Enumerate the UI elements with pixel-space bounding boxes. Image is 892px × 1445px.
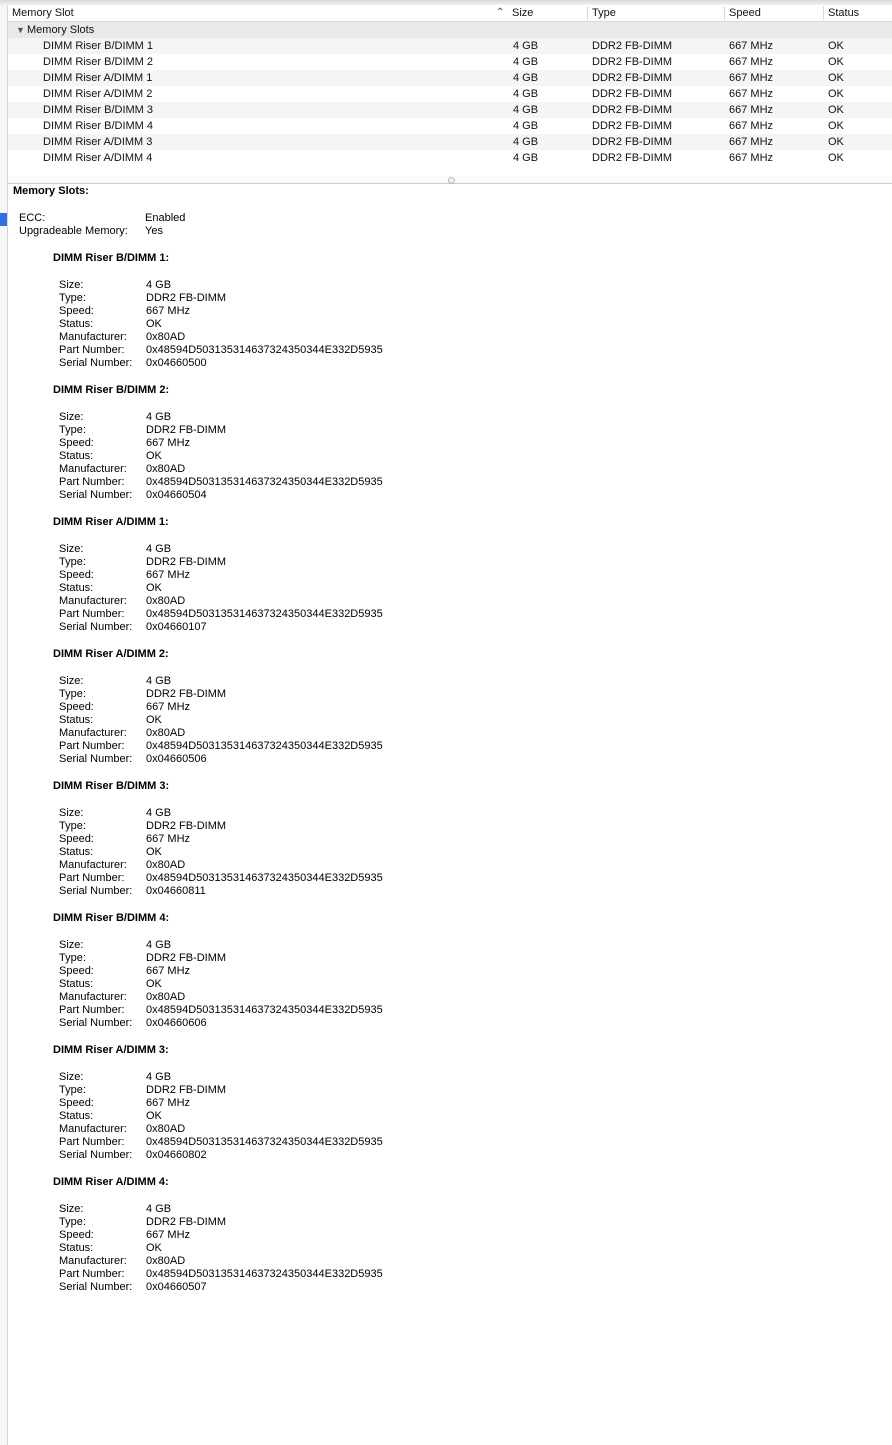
field-value: 667 MHz — [146, 701, 191, 713]
field-label: Status: — [59, 318, 94, 330]
upgradeable-memory-label: Upgradeable Memory: — [19, 225, 128, 237]
field-value: 0x80AD — [146, 331, 186, 343]
field-value: 667 MHz — [146, 569, 191, 581]
cell-size: 4 GB — [513, 104, 539, 116]
field-label: Status: — [59, 450, 94, 462]
cell-memory-slot: DIMM Riser B/DIMM 2 — [43, 56, 153, 68]
field-label: Status: — [59, 978, 94, 990]
field-label: Manufacturer: — [59, 1255, 127, 1267]
field-value: OK — [146, 1242, 162, 1254]
field-value: 0x48594D503135314637324350344E332D5935 — [146, 1136, 383, 1148]
field-label: Status: — [59, 582, 94, 594]
field-value: 0x48594D503135314637324350344E332D5935 — [146, 1268, 383, 1280]
field-value: 667 MHz — [146, 1097, 191, 1109]
field-value: DDR2 FB-DIMM — [146, 688, 227, 700]
field-label: Serial Number: — [59, 1017, 133, 1029]
field-value: 0x80AD — [146, 859, 186, 871]
field-value: 0x04660507 — [146, 1281, 207, 1293]
field-value: 667 MHz — [146, 833, 191, 845]
field-label: Serial Number: — [59, 489, 133, 501]
field-value: 0x48594D503135314637324350344E332D5935 — [146, 476, 383, 488]
field-value: 0x04660811 — [146, 885, 206, 897]
field-value: 0x48594D503135314637324350344E332D5935 — [146, 1004, 383, 1016]
field-label: Status: — [59, 1242, 94, 1254]
field-value: 0x80AD — [146, 1123, 186, 1135]
field-value: 667 MHz — [146, 305, 191, 317]
slot-title: DIMM Riser A/DIMM 3: — [53, 1044, 169, 1056]
pane-splitter[interactable] — [8, 176, 892, 184]
table-header — [8, 5, 892, 22]
field-label: Speed: — [59, 965, 94, 977]
group-row-memory-slots[interactable] — [8, 22, 892, 38]
cell-speed: 667 MHz — [729, 152, 774, 164]
cell-type: DDR2 FB-DIMM — [592, 40, 673, 52]
ecc-value: Enabled — [145, 212, 186, 224]
field-label: Type: — [59, 952, 86, 964]
field-value: 0x04660802 — [146, 1149, 207, 1161]
cell-memory-slot: DIMM Riser A/DIMM 4 — [43, 152, 153, 164]
disclosure-triangle-down-icon[interactable]: ▼ — [16, 25, 25, 35]
cell-size: 4 GB — [513, 72, 539, 84]
slot-title: DIMM Riser B/DIMM 3: — [53, 780, 170, 792]
field-label: Serial Number: — [59, 621, 133, 633]
cell-size: 4 GB — [513, 136, 539, 148]
field-label: Manufacturer: — [59, 1123, 127, 1135]
field-label: Speed: — [59, 437, 94, 449]
field-label: Type: — [59, 424, 86, 436]
field-label: Speed: — [59, 1229, 94, 1241]
detail-title: Memory Slots: — [13, 185, 89, 197]
field-value: 0x80AD — [146, 727, 186, 739]
field-label: Manufacturer: — [59, 463, 127, 475]
table-row[interactable] — [8, 150, 892, 166]
field-label: Manufacturer: — [59, 331, 127, 343]
cell-type: DDR2 FB-DIMM — [592, 56, 673, 68]
field-label: Part Number: — [59, 1268, 125, 1280]
field-value: 4 GB — [146, 1203, 172, 1215]
memory-slots-table[interactable] — [8, 5, 892, 166]
slot-title: DIMM Riser B/DIMM 1: — [53, 252, 170, 264]
field-label: Part Number: — [59, 344, 125, 356]
field-value: OK — [146, 318, 162, 330]
field-label: Size: — [59, 279, 84, 291]
field-value: 667 MHz — [146, 437, 191, 449]
cell-status: OK — [828, 40, 844, 52]
field-label: Speed: — [59, 833, 94, 845]
field-label: Type: — [59, 1216, 86, 1228]
cell-status: OK — [828, 88, 844, 100]
field-value: OK — [146, 582, 162, 594]
field-label: Size: — [59, 939, 84, 951]
cell-status: OK — [828, 120, 844, 132]
field-value: 0x48594D503135314637324350344E332D5935 — [146, 740, 383, 752]
sidebar-selection-indicator — [0, 213, 7, 226]
field-label: Serial Number: — [59, 1149, 133, 1161]
group-label: Memory Slots — [27, 24, 95, 36]
field-label: Part Number: — [59, 872, 125, 884]
cell-size: 4 GB — [513, 152, 539, 164]
slot-title: DIMM Riser A/DIMM 2: — [53, 648, 169, 660]
field-value: OK — [146, 714, 162, 726]
field-value: 0x48594D503135314637324350344E332D5935 — [146, 344, 383, 356]
field-value: 0x04660606 — [146, 1017, 207, 1029]
cell-status: OK — [828, 152, 844, 164]
column-header-size[interactable]: Size — [512, 7, 534, 19]
field-value: DDR2 FB-DIMM — [146, 952, 227, 964]
table-body — [8, 38, 892, 166]
column-header-status[interactable]: Status — [823, 6, 892, 20]
field-value: 667 MHz — [146, 965, 191, 977]
field-value: OK — [146, 978, 162, 990]
cell-type: DDR2 FB-DIMM — [592, 152, 673, 164]
cell-memory-slot: DIMM Riser A/DIMM 1 — [43, 72, 153, 84]
field-label: Size: — [59, 1071, 84, 1083]
field-label: Size: — [59, 411, 84, 423]
field-value: DDR2 FB-DIMM — [146, 424, 227, 436]
field-value: DDR2 FB-DIMM — [146, 1084, 227, 1096]
field-value: 667 MHz — [146, 1229, 191, 1241]
field-value: OK — [146, 846, 162, 858]
cell-speed: 667 MHz — [729, 88, 774, 100]
field-label: Status: — [59, 846, 94, 858]
table-row[interactable] — [8, 54, 892, 70]
cell-status: OK — [828, 72, 844, 84]
field-value: 4 GB — [146, 279, 172, 291]
field-value: 0x04660500 — [146, 357, 207, 369]
field-value: 0x04660506 — [146, 753, 207, 765]
column-header-type[interactable]: Type — [587, 6, 724, 20]
cell-size: 4 GB — [513, 40, 539, 52]
cell-type: DDR2 FB-DIMM — [592, 136, 673, 148]
field-value: 0x80AD — [146, 1255, 186, 1267]
field-value: DDR2 FB-DIMM — [146, 1216, 227, 1228]
field-label: Part Number: — [59, 1004, 125, 1016]
field-label: Serial Number: — [59, 885, 133, 897]
cell-type: DDR2 FB-DIMM — [592, 88, 673, 100]
cell-memory-slot: DIMM Riser B/DIMM 4 — [43, 120, 153, 132]
cell-speed: 667 MHz — [729, 136, 774, 148]
field-label: Status: — [59, 714, 94, 726]
splitter-handle-icon[interactable] — [448, 177, 455, 184]
field-label: Size: — [59, 807, 84, 819]
field-value: 4 GB — [146, 1071, 172, 1083]
column-header-speed[interactable]: Speed — [724, 6, 823, 20]
field-value: 4 GB — [146, 411, 172, 423]
cell-type: DDR2 FB-DIMM — [592, 104, 673, 116]
field-label: Manufacturer: — [59, 727, 127, 739]
field-label: Status: — [59, 1110, 94, 1122]
cell-memory-slot: DIMM Riser A/DIMM 2 — [43, 88, 153, 100]
slot-title: DIMM Riser B/DIMM 4: — [53, 912, 170, 924]
field-label: Serial Number: — [59, 753, 133, 765]
field-label: Size: — [59, 543, 84, 555]
field-label: Type: — [59, 688, 86, 700]
field-label: Serial Number: — [59, 357, 133, 369]
field-label: Speed: — [59, 569, 94, 581]
field-label: Type: — [59, 556, 86, 568]
field-label: Type: — [59, 292, 86, 304]
field-label: Part Number: — [59, 608, 125, 620]
table-row[interactable] — [8, 134, 892, 150]
field-label: Size: — [59, 675, 84, 687]
field-value: 0x04660504 — [146, 489, 207, 501]
slot-title: DIMM Riser B/DIMM 2: — [53, 384, 170, 396]
cell-status: OK — [828, 56, 844, 68]
field-label: Part Number: — [59, 476, 125, 488]
field-label: Manufacturer: — [59, 595, 127, 607]
slot-title: DIMM Riser A/DIMM 1: — [53, 516, 169, 528]
field-value: 0x80AD — [146, 463, 186, 475]
field-label: Speed: — [59, 1097, 94, 1109]
field-value: 0x80AD — [146, 991, 186, 1003]
field-label: Speed: — [59, 305, 94, 317]
cell-size: 4 GB — [513, 120, 539, 132]
cell-size: 4 GB — [513, 88, 539, 100]
ecc-label: ECC: — [19, 212, 46, 224]
field-value: 4 GB — [146, 807, 172, 819]
field-label: Speed: — [59, 701, 94, 713]
field-value: 0x48594D503135314637324350344E332D5935 — [146, 608, 383, 620]
table-row[interactable] — [8, 102, 892, 118]
field-label: Size: — [59, 1203, 84, 1215]
field-label: Part Number: — [59, 740, 125, 752]
upgradeable-memory-value: Yes — [145, 225, 163, 237]
cell-type: DDR2 FB-DIMM — [592, 120, 673, 132]
cell-memory-slot: DIMM Riser B/DIMM 1 — [43, 40, 153, 52]
cell-status: OK — [828, 136, 844, 148]
cell-speed: 667 MHz — [729, 104, 774, 116]
field-value: DDR2 FB-DIMM — [146, 820, 227, 832]
table-row[interactable] — [8, 70, 892, 86]
field-label: Manufacturer: — [59, 991, 127, 1003]
cell-speed: 667 MHz — [729, 40, 774, 52]
chevron-up-icon[interactable]: ⌃ — [496, 7, 505, 18]
table-row[interactable] — [8, 118, 892, 134]
field-value: OK — [146, 450, 162, 462]
table-row[interactable] — [8, 38, 892, 54]
table-row[interactable] — [8, 86, 892, 102]
cell-speed: 667 MHz — [729, 72, 774, 84]
field-value: OK — [146, 1110, 162, 1122]
field-value: 4 GB — [146, 543, 172, 555]
cell-speed: 667 MHz — [729, 120, 774, 132]
field-value: 0x04660107 — [146, 621, 207, 633]
slot-title: DIMM Riser A/DIMM 4: — [53, 1176, 169, 1188]
field-value: 0x80AD — [146, 595, 186, 607]
field-value: 4 GB — [146, 675, 172, 687]
field-value: DDR2 FB-DIMM — [146, 292, 227, 304]
field-value: 0x48594D503135314637324350344E332D5935 — [146, 872, 383, 884]
cell-memory-slot: DIMM Riser A/DIMM 3 — [43, 136, 153, 148]
field-label: Part Number: — [59, 1136, 125, 1148]
field-label: Manufacturer: — [59, 859, 127, 871]
column-header-memory-slot[interactable]: Memory Slot — [12, 7, 74, 19]
field-value: DDR2 FB-DIMM — [146, 556, 227, 568]
field-label: Serial Number: — [59, 1281, 133, 1293]
cell-size: 4 GB — [513, 56, 539, 68]
field-value: 4 GB — [146, 939, 172, 951]
cell-type: DDR2 FB-DIMM — [592, 72, 673, 84]
field-label: Type: — [59, 820, 86, 832]
field-label: Type: — [59, 1084, 86, 1096]
cell-memory-slot: DIMM Riser B/DIMM 3 — [43, 104, 153, 116]
cell-status: OK — [828, 104, 844, 116]
cell-speed: 667 MHz — [729, 56, 774, 68]
